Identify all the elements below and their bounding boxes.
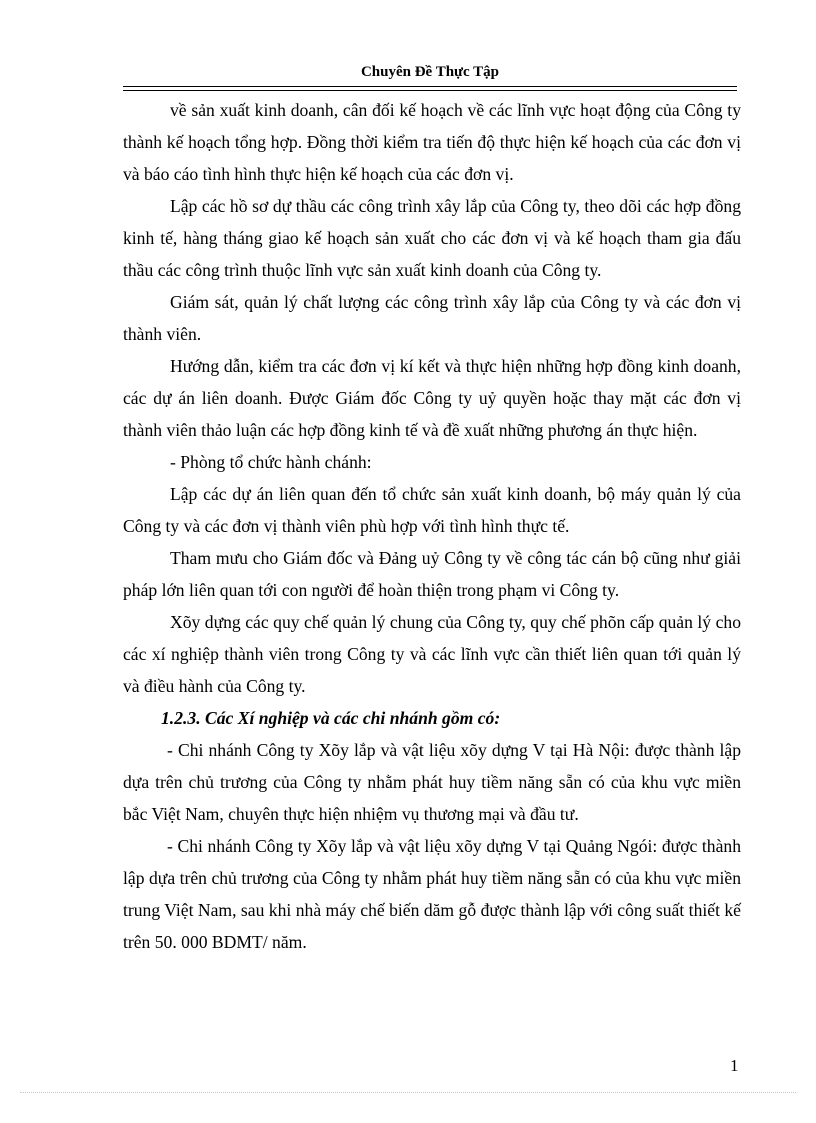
paragraph: Xõy dựng các quy chế quản lý chung của Công ty, quy chế phõn cấp quản lý cho các xí nghiệp thành viên trong Công ty và các lĩnh vực cần thiết liên quan tới quản lý và điều hành của Công ty. [123, 612, 741, 696]
paragraph: về sản xuất kinh doanh, cân đối kế hoạch về các lĩnh vực hoạt động của Công ty thành kế hoạch tổng hợp. Đồng thời kiểm tra tiến độ thực hiện kế hoạch của các đơn vị và báo cáo tình hình thực hiện kế hoạch của các đơn vị. [123, 100, 741, 184]
paragraph: Tham mưu cho Giám đốc và Đảng uỷ Công ty về công tác cán bộ cũng như giải pháp lớn liên quan tới con người để hoàn thiện trong phạm vi Công ty. [123, 548, 741, 600]
paragraph: - Chi nhánh Công ty Xõy lắp và vật liệu xõy dựng V tại Quảng Ngói: được thành lập dựa trên chủ trương của Công ty nhằm phát huy tiềm năng sẵn có của khu vực miền trung Việt Nam, sau khi nhà máy chế biến dăm gỗ được thành lập với công suất thiết kế trên 50. 000 BDMT/ năm. [123, 836, 741, 952]
header-rule-top [123, 86, 737, 87]
page-header-title: Chuyên Đề Thực Tập [360, 64, 500, 80]
section-label: - Phòng tổ chức hành chánh: [170, 452, 372, 472]
paragraph: Hướng dẫn, kiểm tra các đơn vị kí kết và thực hiện những hợp đồng kinh doanh, các dự án liên doanh. Được Giám đốc Công ty uỷ quyền hoặc thay mặt các đơn vị thành viên thảo luận các hợp đồng kinh tế và đề xuất những phương án thực hiện. [123, 356, 741, 440]
paragraph: Lập các hồ sơ dự thầu các công trình xây lắp của Công ty, theo dõi các hợp đồng kinh tế, hàng tháng giao kế hoạch sản xuất cho các đơn vị và kế hoạch tham gia đấu thầu các công trình thuộc lĩnh vực sản xuất kinh doanh của Công ty. [123, 196, 741, 280]
page-number: 1 [730, 1056, 739, 1075]
header-rule-bottom [123, 90, 737, 91]
paragraph: - Chi nhánh Công ty Xõy lắp và vật liệu xõy dựng V tại Hà Nội: được thành lập dựa trên chủ trương của Công ty nhằm phát huy tiềm năng sẵn có của khu vực miền bắc Việt Nam, chuyên thực hiện nhiệm vụ thương mại và đầu tư. [123, 740, 741, 824]
document-body [123, 94, 741, 958]
paragraph: Giám sát, quản lý chất lượng các công trình xây lắp của Công ty và các đơn vị thành viên. [123, 292, 741, 344]
paragraph: Lập các dự án liên quan đến tổ chức sản xuất kinh doanh, bộ máy quản lý của Công ty và các đơn vị thành viên phù hợp với tình hình thực tế. [123, 484, 741, 536]
page-bottom-dotted-line [20, 1092, 796, 1093]
section-heading: 1.2.3. Các Xí nghiệp và các chi nhánh gồm có: [161, 708, 501, 728]
